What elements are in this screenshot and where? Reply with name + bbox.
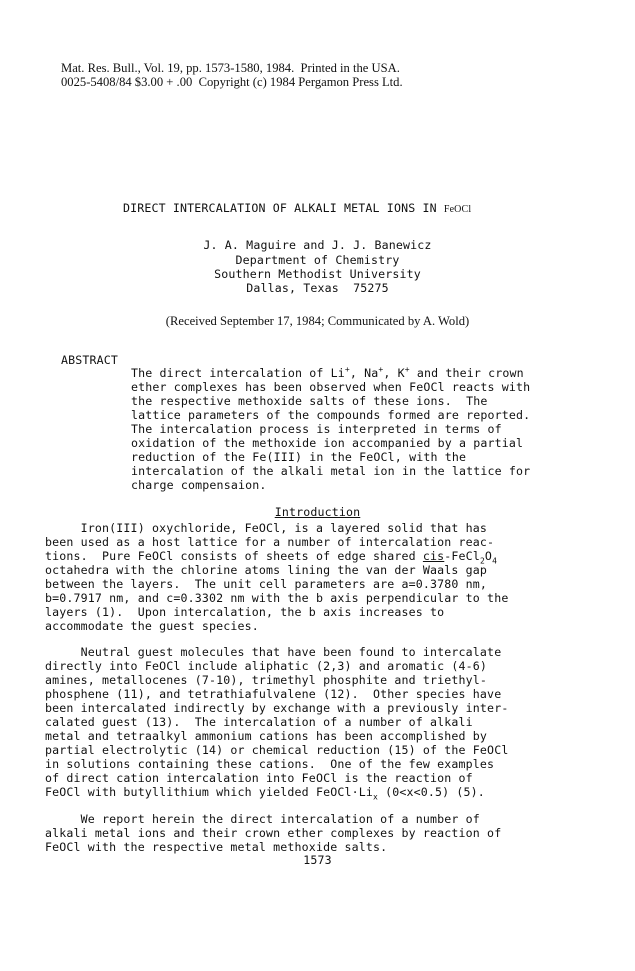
abstract-line: oxidation of the methoxide ion accompanied by a partial <box>131 436 524 450</box>
author-city: Dallas, Texas 75275 <box>246 281 389 295</box>
body-line: Neutral guest molecules that have been found to intercalate <box>45 645 502 659</box>
paper-title <box>123 201 471 217</box>
abstract-line: charge compensaion. <box>131 478 267 492</box>
abstract-line: lattice parameters of the compounds formed are reported. <box>131 408 531 422</box>
abstract-line: the respective methoxide salts of these ions. The <box>131 394 488 408</box>
title-main: DIRECT INTERCALATION OF ALKALI METAL IONS IN <box>123 201 444 215</box>
introduction-heading: Introduction <box>274 505 361 519</box>
body-line: octahedra with the chlorine atoms lining the van der Waals gap <box>45 563 488 577</box>
body-line: b=0.7917 nm, and c=0.3302 nm with the b axis perpendicular to the <box>45 591 509 605</box>
author-department: Department of Chemistry <box>235 253 400 267</box>
body-line: FeOCl with butyllithium which yielded $FeOCl\cdot Li_x$ (0<x<0.5) (5). <box>45 785 485 802</box>
body-line: accommodate the guest species. <box>45 619 259 633</box>
journal-citation: Mat. Res. Bull., Vol. 19, pp. 1573-1580, 1984. Printed in the USA. <box>61 61 400 75</box>
body-line: of direct cation intercalation into FeOCl is the reaction of <box>45 771 473 785</box>
body-line: layers (1). Upon intercalation, the b axis increases to <box>45 605 445 619</box>
author-names: J. A. Maguire and J. J. Banewicz <box>203 238 432 252</box>
body-line: been used as a host lattice for a number of intercalation reac- <box>45 535 495 549</box>
body-line: metal and tetraalkyl ammonium cations has been accomplished by <box>45 729 488 743</box>
abstract-line: reduction of the Fe(III) in the FeOCl, with the <box>131 450 467 464</box>
body-line: in solutions containing these cations. One of the few examples <box>45 757 495 771</box>
body-line: tions. Pure FeOCl consists of sheets of edge shared cis-$FeCl_2O_4$ <box>45 549 498 566</box>
abstract-line: The direct intercalation of Li+, Na+, K+ and their crown <box>131 365 524 380</box>
received-line: (Received September 17, 1984; Communicated by A. Wold) <box>165 314 470 328</box>
page-number: 1573 <box>303 853 332 867</box>
body-line: FeOCl with the respective metal methoxide salts. <box>45 840 388 854</box>
body-line: partial electrolytic (14) or chemical reduction (15) of the FeOCl <box>45 743 509 757</box>
body-line: calated guest (13). The intercalation of a number of alkali <box>45 715 473 729</box>
body-line: Iron(III) oxychloride, FeOCl, is a layered solid that has <box>45 521 488 535</box>
abstract-heading: ABSTRACT <box>61 353 119 367</box>
body-line: directly into FeOCl include aliphatic (2,3) and aromatic (4-6) <box>45 659 488 673</box>
body-line: phosphene (11), and tetrathiafulvalene (12). Other species have <box>45 687 502 701</box>
abstract-line: The intercalation process is interpreted in terms of <box>131 422 502 436</box>
abstract-line: ether complexes has been observed when FeOCl reacts with <box>131 380 531 394</box>
abstract-line: intercalation of the alkali metal ion in the lattice for <box>131 464 531 478</box>
body-line: amines, metallocenes (7-10), trimethyl phosphite and triethyl- <box>45 673 488 687</box>
author-university: Southern Methodist University <box>214 267 421 281</box>
body-line: We report herein the direct intercalation of a number of <box>45 812 480 826</box>
body-line: between the layers. The unit cell parameters are a=0.3780 nm, <box>45 577 488 591</box>
body-line: alkali metal ions and their crown ether complexes by reaction of <box>45 826 502 840</box>
title-formula: FeOCl <box>443 204 472 215</box>
journal-copyright: 0025-5408/84 $3.00 + .00 Copyright (c) 1984 Pergamon Press Ltd. <box>61 75 403 89</box>
body-line: been intercalated indirectly by exchange with a previously inter- <box>45 701 509 715</box>
